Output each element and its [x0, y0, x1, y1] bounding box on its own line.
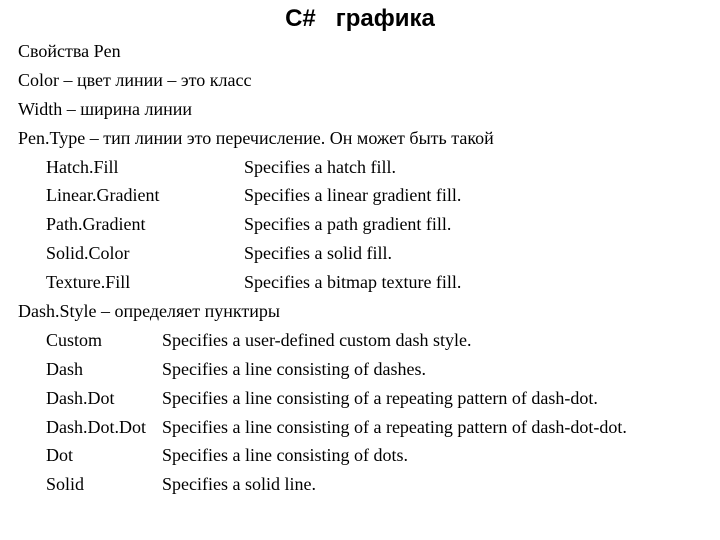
pen-type-name: Path.Gradient: [46, 214, 146, 235]
width-line: Width – ширина линии: [18, 98, 193, 119]
content: [18, 37, 708, 499]
pen-type-desc: Specifies a path gradient fill.: [244, 214, 452, 235]
pen-type-desc: Specifies a bitmap texture fill.: [244, 272, 462, 293]
pen-type-desc: Specifies a linear gradient fill.: [244, 185, 462, 206]
color-line: Color – цвет линии – это класс: [18, 69, 252, 90]
dash-style-row: [18, 441, 708, 470]
dash-style-desc: Specifies a line consisting of dashes.: [162, 358, 426, 379]
dashstyle-line: Dash.Style – определяет пунктиры: [18, 301, 281, 322]
pen-type-name: Texture.Fill: [46, 272, 131, 293]
pen-type-row: [18, 268, 708, 297]
dash-style-row: [18, 326, 708, 355]
dash-style-desc: Specifies a line consisting of dots.: [162, 445, 408, 466]
dash-style-row: [18, 355, 708, 384]
dash-style-row: [18, 413, 708, 442]
dash-style-name: Dash.Dot.Dot: [46, 416, 146, 437]
pen-type-name: Linear.Gradient: [46, 185, 160, 206]
dash-style-name: Dot: [46, 445, 73, 466]
pen-type-name: Hatch.Fill: [46, 156, 119, 177]
pentype-line: Pen.Type – тип линии это перечисление. Он может быть такой: [18, 127, 494, 148]
dash-style-row: [18, 470, 708, 499]
pen-type-row: [18, 153, 708, 182]
dash-style-desc: Specifies a user-defined custom dash style.: [162, 329, 472, 350]
dash-style-name: Dash.Dot: [46, 387, 115, 408]
dash-style-desc: Specifies a solid line.: [162, 474, 316, 495]
dash-style-name: Dash: [46, 358, 83, 379]
dash-style-row: [18, 384, 708, 413]
pen-properties-heading: Свойства Pen: [18, 41, 121, 61]
pen-type-row: [18, 239, 708, 268]
pen-type-row: [18, 181, 708, 210]
page-title: C# графика: [285, 5, 435, 32]
pen-type-row: [18, 210, 708, 239]
pen-type-desc: Specifies a hatch fill.: [244, 156, 396, 177]
dash-style-desc: Specifies a line consisting of a repeating pattern of dash-dot.: [162, 387, 598, 408]
dash-style-name: Solid: [46, 474, 85, 495]
pen-type-desc: Specifies a solid fill.: [244, 243, 392, 264]
dash-style-name: Custom: [46, 329, 103, 350]
pen-type-name: Solid.Color: [46, 243, 130, 264]
dash-style-desc: Specifies a line consisting of a repeating pattern of dash-dot-dot.: [162, 416, 627, 437]
